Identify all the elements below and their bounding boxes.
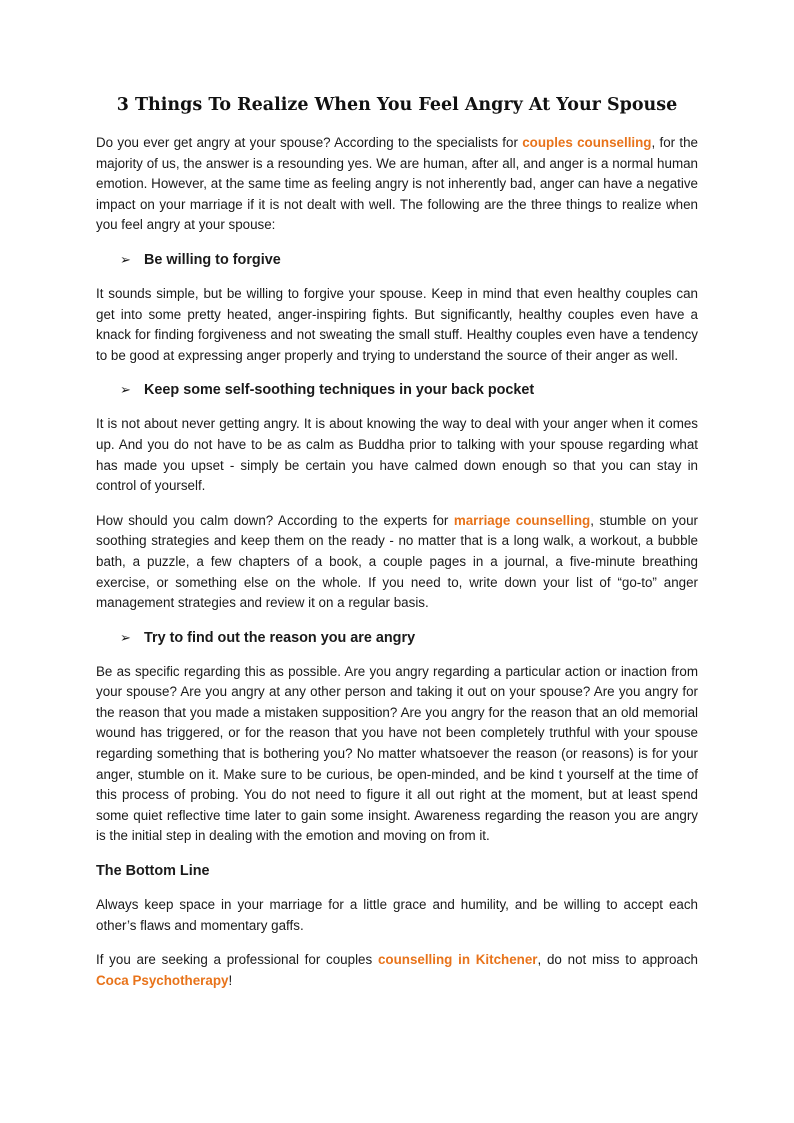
paragraph-text-mid: , do not miss to approach [537,952,699,968]
intro-text: Do you ever get angry at your spouse? According to the specialists for [96,135,523,150]
heading-text: Try to find out the reason you are angry [144,629,416,646]
section-heading-reason [120,628,698,648]
self-soothing-paragraph-1: It is not about never getting angry. It is about knowing the way to deal with your anger when it comes up. And you do not have to be as calm as Buddha prior to talking with your spouse regarding what has made you upset - simply be certain you have calmed down enough so that you can stay in control of yourself. [96,416,698,494]
bottom-line-paragraph: Always keep space in your marriage for a little grace and humility, and be willing to accept each other’s flaws and momentary gaffs. [96,897,698,933]
document-page [96,92,698,1005]
reason-paragraph: Be as specific regarding this as possible. Are you angry regarding a particular action or inaction from your spouse? Are you angry at any other person and taking it out on your spouse? Are you angry for the reason that you made a mistaken supposition? Are you angry for the reason that an old memorial wound has triggered, or for the reason that you have not been completely truthful with your spouse regarding something that is bothering you? No matter whatsoever the reason (or reasons) is for your anger, stumble on it. Make sure to be curious, be open-minded, and be kind t yourself at the time of this process of probing. You do not need to figure it all out right at the moment, but at least spend some quiet reflective time later to gain some insight. Awareness regarding the reason you are angry is the initial step in dealing with the emotion and moving on from it. [96,663,698,844]
section-heading-self-soothing [120,380,698,400]
coca-psychotherapy-link[interactable]: Coca Psychotherapy [96,972,229,988]
couples-counselling-link[interactable]: couples counselling [522,135,652,150]
arrow-bullet-icon: ➢ [120,251,131,267]
section-heading-forgive [120,250,698,270]
marriage-counselling-link[interactable]: marriage counselling [453,512,591,528]
bottom-line-heading: The Bottom Line [96,863,210,880]
counselling-in-kitchener-link[interactable]: counselling in Kitchener [377,952,538,968]
intro-paragraph [96,133,698,236]
arrow-bullet-icon: ➢ [120,629,131,645]
forgive-paragraph: It sounds simple, but be willing to forgive your spouse. Keep in mind that even healthy couples can get into some pretty heated, anger-inspiring fights. But significantly, healthy couples even have a knack for finding forgiveness and not sweating the small stuff. Healthy couples even have a tendency to be good at expressing anger properly and trying to understand the source of their anger as well. [96,285,698,363]
paragraph-text-end: ! [228,972,233,988]
closing-paragraph [96,950,698,991]
paragraph-text-cont: , stumble on your soothing strategies and keep them on the ready - no matter that is a long walk, a workout, a bubble bath, a puzzle, a few chapters of a book, a couple pages in a journal, a five-minute breathing exercise, or something else on the whole. If you need to, write down your list of “go-to” anger management strategies and review it on a regular basis. [96,512,698,611]
heading-text: Be willing to forgive [144,251,281,268]
page-title: 3 Things To Realize When You Feel Angry At Your Spouse [116,95,678,115]
paragraph-text: If you are seeking a professional for couples [96,952,378,968]
heading-text: Keep some self-soothing techniques in your back pocket [144,382,535,399]
self-soothing-paragraph-2 [96,511,698,614]
paragraph-text: How should you calm down? According to the experts for [96,512,454,528]
arrow-bullet-icon: ➢ [120,382,131,398]
intro-text-cont: , for the majority of us, the answer is a resounding yes. We are human, after all, and anger is a normal human emotion. However, at the same time as feeling angry is not inherently bad, anger can have a negative impact on your marriage if it is not dealt with well. The following are the three things to realize when you feel angry at your spouse: [96,135,699,233]
